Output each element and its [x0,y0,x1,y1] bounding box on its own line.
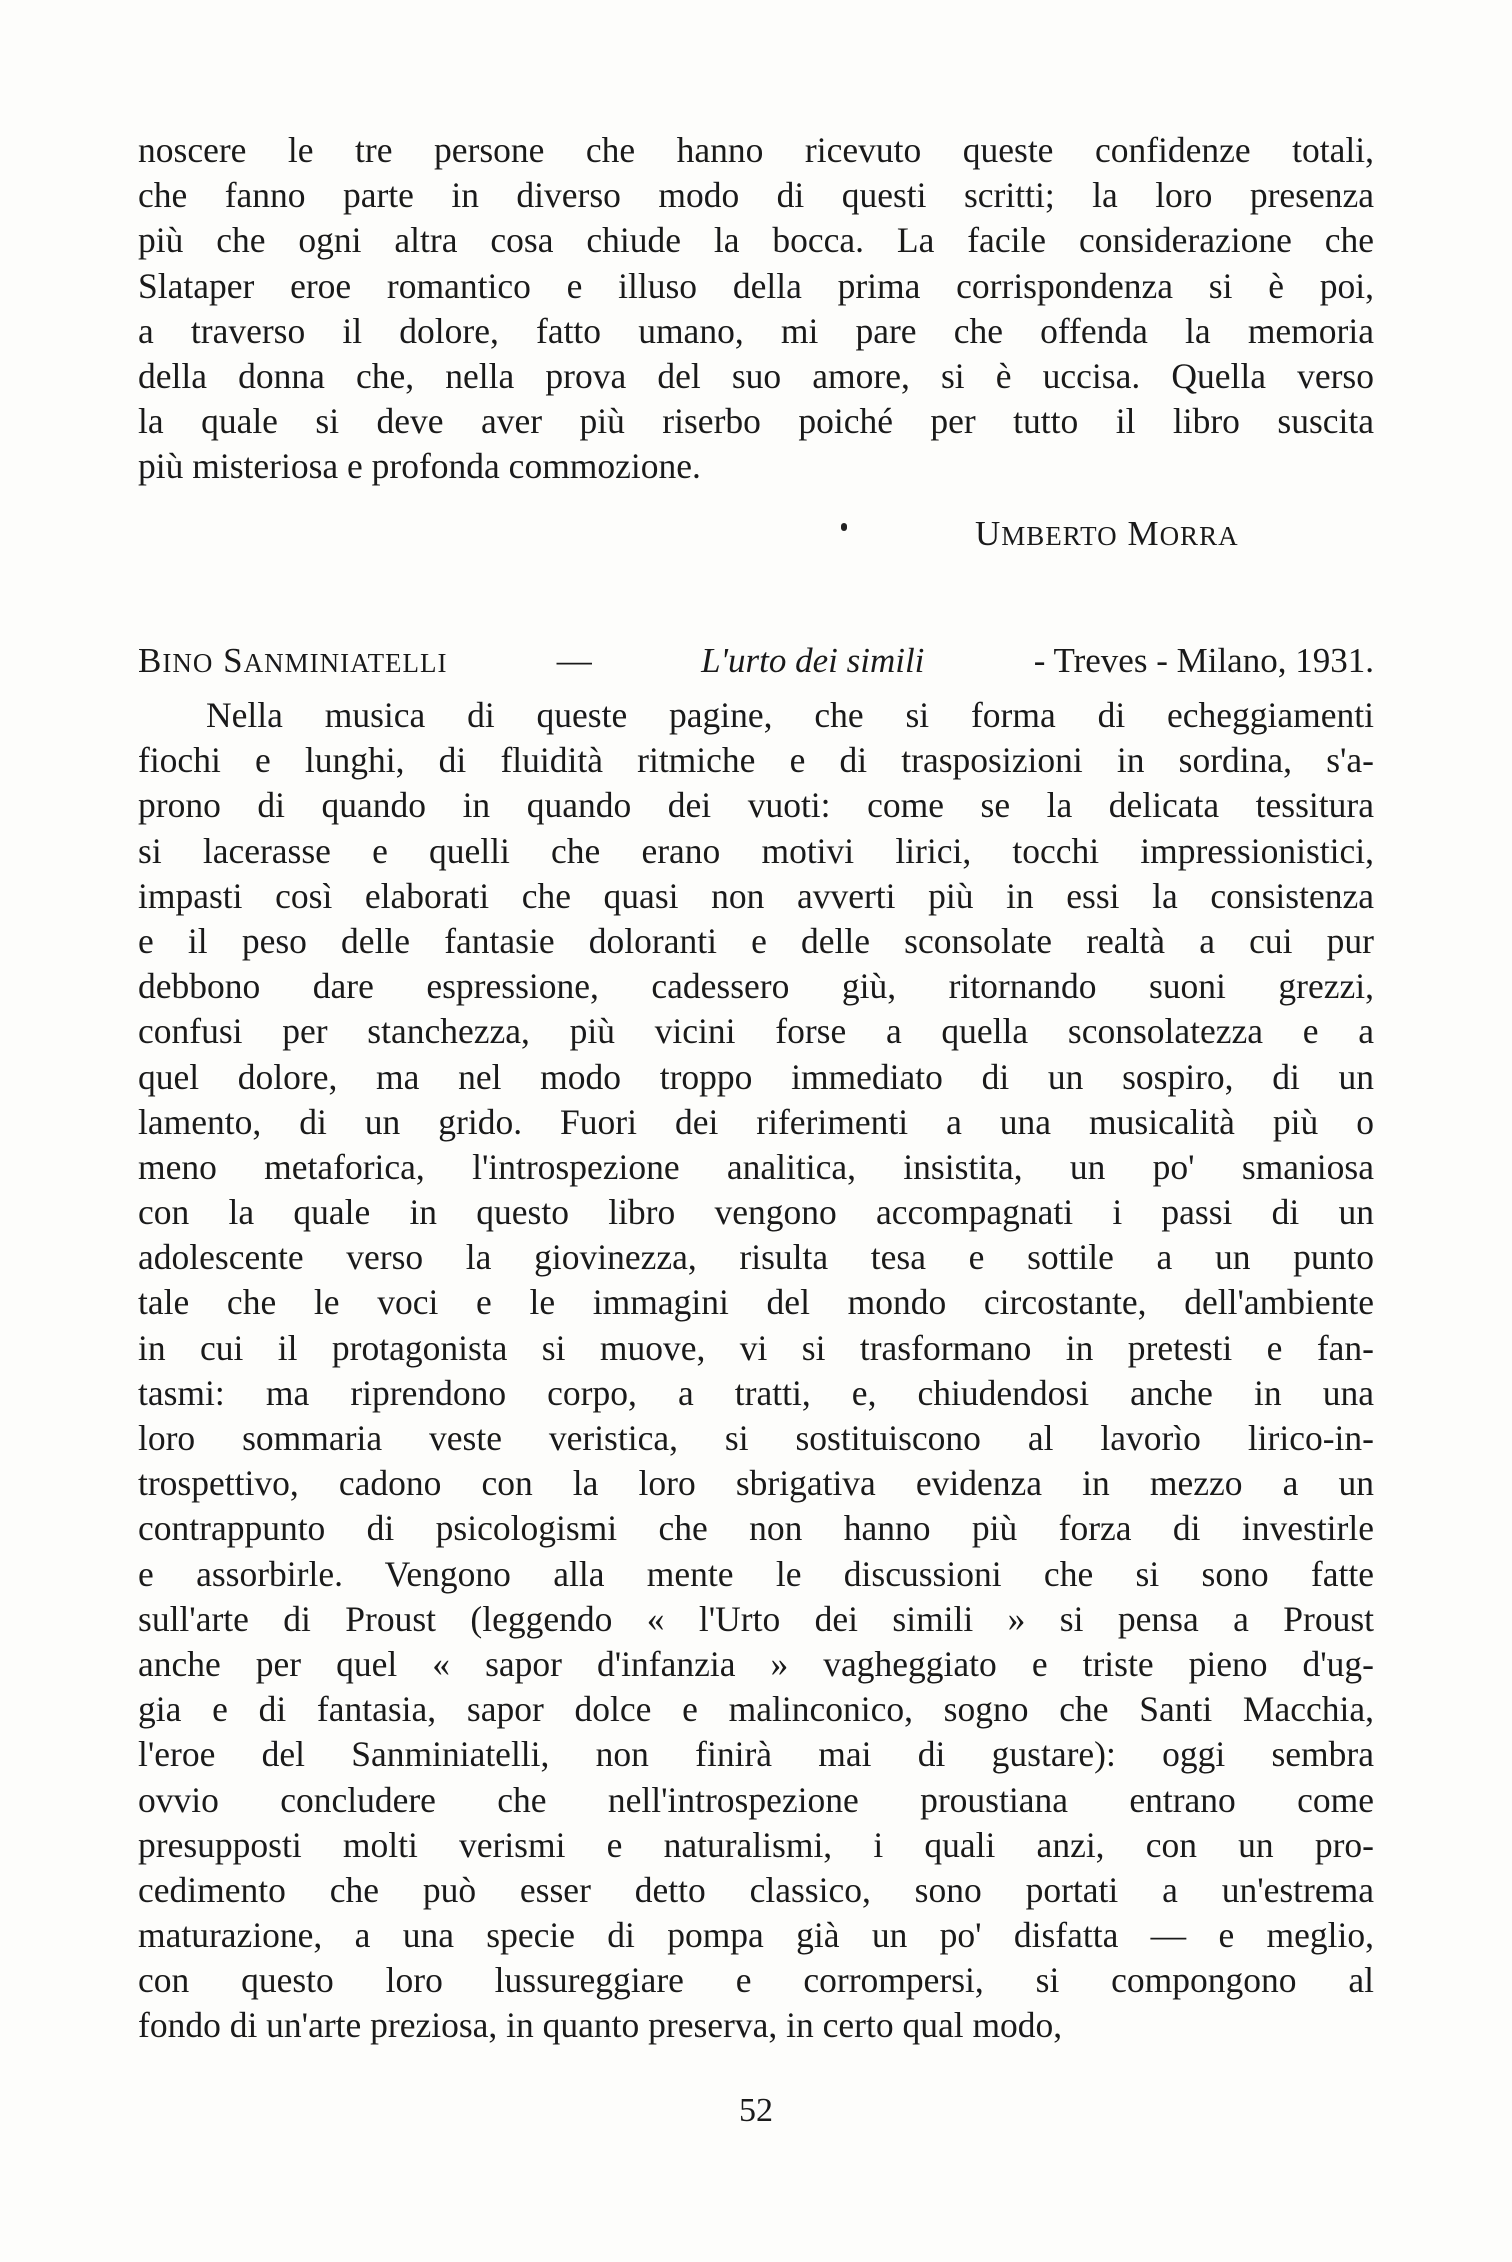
text-line: confusi per stanchezza, più vicini forse a quella sconsolatezza e a [138,1011,1374,1052]
text-line: meno metaforica, l'introspezione analitica, insistita, un po' smaniosa [138,1146,1374,1187]
book-publisher: - Treves - Milano, 1931. [1033,641,1374,680]
text-line: e assorbirle. Vengono alla mente le discussioni che si sono fatte [138,1553,1374,1594]
text-line: quel dolore, ma nel modo troppo immediato di un sospiro, di un [138,1056,1374,1097]
page-number: 52 [739,2092,773,2129]
text-line: della donna che, nella prova del suo amore, si è uccisa. Quella verso [138,355,1374,396]
text-line: anche per quel « sapor d'infanzia » vagheggiato e triste pieno d'ug- [138,1643,1374,1684]
author-first-initial: B [138,641,163,680]
text-line: con la quale in questo libro vengono accompagnati i passi di un [138,1192,1374,1233]
signature-last-rest: ORRA [1159,521,1239,551]
text-line: a traverso il dolore, fatto umano, mi pare che offenda la memoria [138,310,1374,351]
text-line: Nella musica di queste pagine, che si forma di echeggiamenti [206,695,1374,735]
intro-paragraph [138,128,1374,490]
text-line: l'eroe del Sanminiatelli, non finirà mai di gustare): oggi sembra [138,1734,1374,1775]
text-line: prono di quando in quando dei vuoti: come se la delicata tessitura [138,785,1374,826]
signature-umberto-morra [975,514,1239,554]
text-line: debbono dare espressione, cadessero giù, ritornando suoni grezzi, [138,966,1374,1007]
text-line: lamento, di un grido. Fuori dei riferimenti a una musicalità più o [138,1101,1374,1142]
text-line: impasti così elaborati che quasi non avverti più in essi la consistenza [138,875,1374,916]
text-line: gia e di fantasia, sapor dolce e malinconico, sogno che Santi Macchia, [138,1689,1374,1730]
text-line: contrappunto di psicologismi che non hanno più forza di investirle [138,1508,1374,1549]
heading-dash: — [556,641,592,680]
signature-last-initial: M [1127,514,1160,553]
review-body [138,693,1374,2049]
text-line: con questo loro lussureggiare e corrompersi, si compongono al [138,1960,1374,2001]
book-title: L'urto dei simili [701,641,925,680]
text-line: tale che le voci e le immagini del mondo circostante, dell'ambiente [138,1282,1374,1323]
ink-mark [841,523,847,531]
author-last-initial: S [223,641,244,680]
text-line: noscere le tre persone che hanno ricevuto queste confidenze totali, [138,130,1374,170]
text-line: e il peso delle fantasie doloranti e delle sconsolate realtà a cui pur [138,920,1374,961]
text-line: maturazione, a una specie di pompa già un po' disfatta — e meglio, [138,1915,1374,1956]
text-line: loro sommaria veste veristica, si sostituiscono al lavorìo lirico-in- [138,1418,1374,1458]
text-line: presupposti molti verismi e naturalismi, i quali anzi, con un pro- [138,1824,1374,1865]
text-line: adolescente verso la giovinezza, risulta tesa e sottile a un punto [138,1237,1374,1278]
text-line: la quale si deve aver più riserbo poiché per tutto il libro suscita [138,401,1374,442]
signature-first-initial: U [975,514,1002,553]
text-line: fiochi e lunghi, di fluidità ritmiche e di trasposizioni in sordina, s'a- [138,740,1374,781]
review-heading [138,641,1374,681]
text-line: più che ogni altra cosa chiude la bocca. La facile considerazione che [138,220,1374,261]
review-author [138,641,448,681]
text-line: ovvio concludere che nell'introspezione proustiana entrano come [138,1779,1374,1820]
author-last-rest: ANMINIATELLI [243,648,448,678]
text-line: si lacerasse e quelli che erano motivi lirici, tocchi impressionistici, [138,830,1374,871]
text-line: che fanno parte in diverso modo di questi scritti; la loro presenza [138,175,1374,216]
text-line: in cui il protagonista si muove, vi si trasformano in pretesti e fan- [138,1327,1374,1368]
author-first-rest: INO [162,648,214,678]
signature-first-rest: MBERTO [1001,521,1118,551]
text-line: più misteriosa e profonda commozione. [138,446,701,487]
text-line: cedimento che può esser detto classico, sono portati a un'estrema [138,1869,1374,1910]
text-line: sull'arte di Proust (leggendo « l'Urto dei simili » si pensa a Proust [138,1598,1374,1639]
text-line: tasmi: ma riprendono corpo, a tratti, e, chiudendosi anche in una [138,1372,1374,1413]
text-line: trospettivo, cadono con la loro sbrigativa evidenza in mezzo a un [138,1463,1374,1504]
text-line: Slataper eroe romantico e illuso della prima corrispondenza si è poi, [138,265,1374,306]
text-line: fondo di un'arte preziosa, in quanto preserva, in certo qual modo, [138,2005,1063,2046]
